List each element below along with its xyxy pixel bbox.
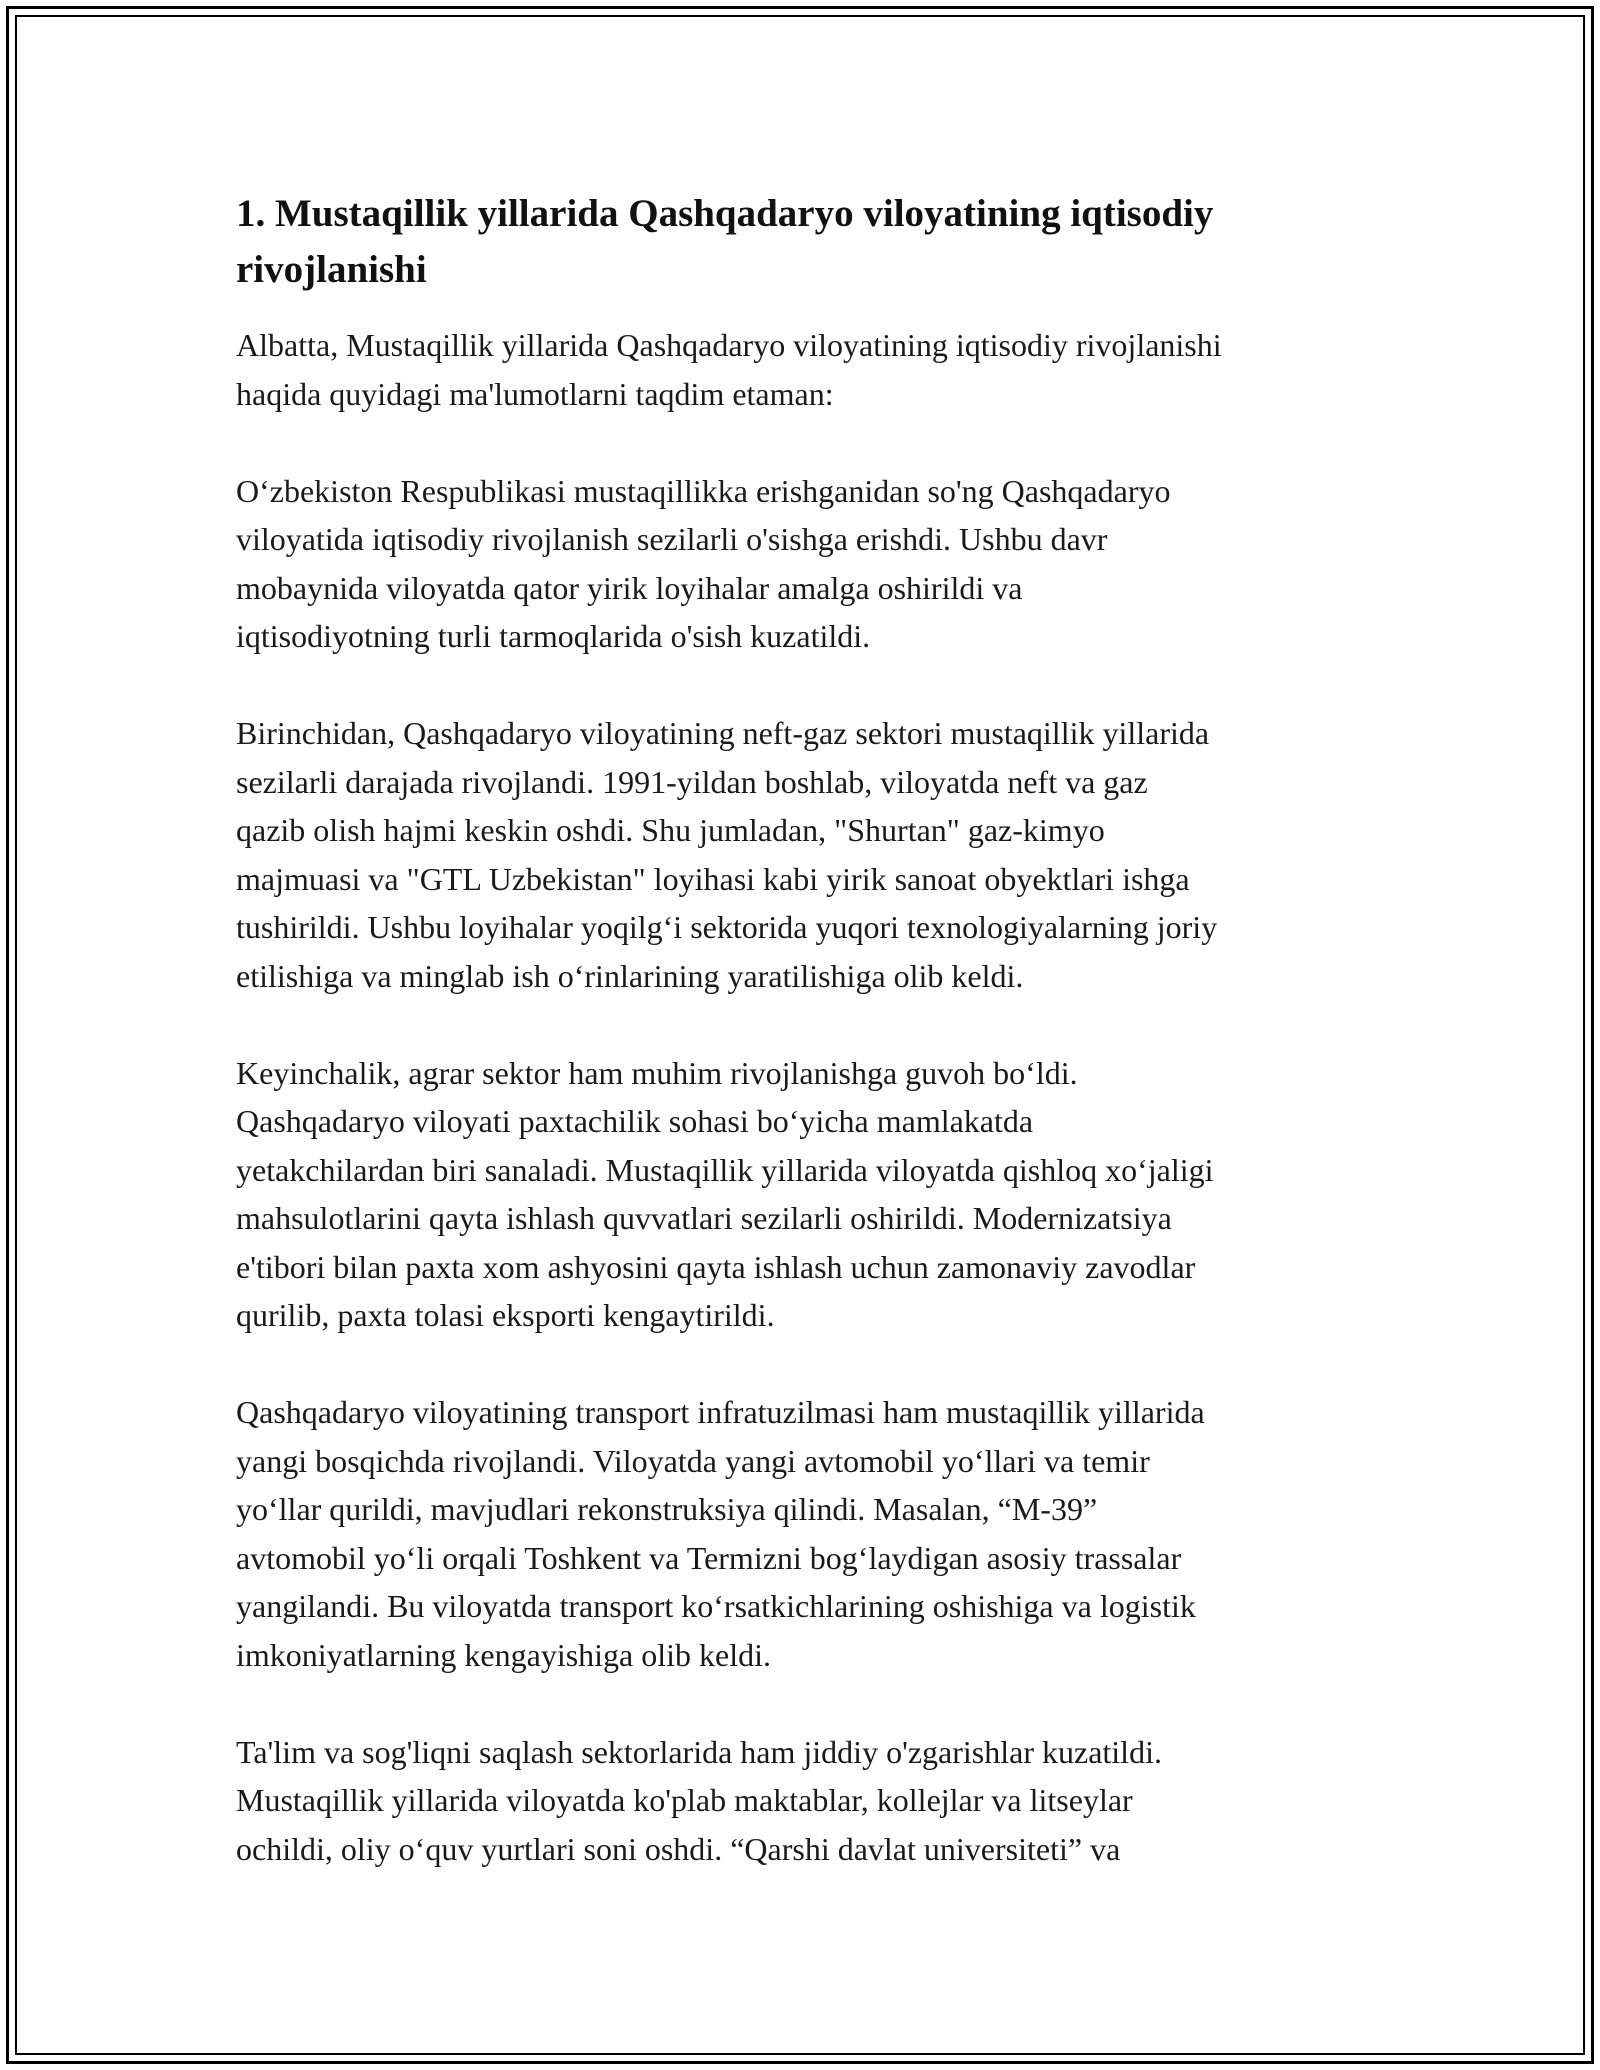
section-heading: 1. Mustaqillik yillarida Qashqadaryo viloyatining iqtisodiy rivojlanishi	[236, 192, 1214, 291]
paragraph-oil-gas-sector: Birinchidan, Qashqadaryo viloyatining neft-gaz sektori mustaqillik yillarida sezilarli darajada rivojlandi. 1991-yildan boshlab, viloyatda neft va gaz qazib olish hajmi keskin oshdi. Shu jumladan, "Shurtan" gaz-kimyo majmuasi va "GTL Uzbekistan" loyihasi kabi yirik sanoat obyektlari ishga tushirildi. Ushbu loyihalar yoqilg‘i sektorida yuqori texnologiyalarning joriy etilishiga va minglab ish o‘rinlarining yaratilishiga olib keldi.	[236, 715, 1218, 994]
paragraph-independence-growth: O‘zbekiston Respublikasi mustaqillikka erishganidan so'ng Qashqadaryo viloyatida iqtisodiy rivojlanish sezilarli o'sishga erishdi. Ushbu davr mobaynida viloyatda qator yirik loyihalar amalga oshirildi va iqtisodiyotning turli tarmoqlarida o'sish kuzatildi.	[236, 472, 1171, 654]
paragraph-education-health: Ta'lim va sog'liqni saqlash sektorlarida ham jiddiy o'zgarishlar kuzatildi. Mustaqillik yillarida viloyatda ko'plab maktablar, kollejlar va litseylar ochildi, oliy o‘quv yurtlari soni oshdi. “Qarshi davlat universiteti” va	[236, 1733, 1162, 1867]
paragraph-intro: Albatta, Mustaqillik yillarida Qashqadaryo viloyatining iqtisodiy rivojlanishi haqida quyidagi ma'lumotlarni taqdim etaman:	[236, 327, 1222, 412]
paragraph-transport-infrastructure: Qashqadaryo viloyatining transport infratuzilmasi ham mustaqillik yillarida yangi bosqichda rivojlandi. Viloyatda yangi avtomobil yo‘llari va temir yo‘llar qurildi, mavjudlari rekonstruksiya qilindi. Masalan, “M-39” avtomobil yo‘li orqali Toshkent va Termizni bog‘laydigan asosiy trassalar yangilandi. Bu viloyatda transport ko‘rsatkichlarining oshishiga va logistik imkoniyatlarning kengayishiga olib keldi.	[236, 1394, 1205, 1673]
paragraph-agrarian-sector: Keyinchalik, agrar sektor ham muhim rivojlanishga guvoh bo‘ldi. Qashqadaryo viloyati paxtachilik sohasi bo‘yicha mamlakatda yetakchilardan biri sanaladi. Mustaqillik yillarida viloyatda qishloq xo‘jaligi mahsulotlarini qayta ishlash quvvatlari sezilarli oshirildi. Modernizatsiya e'tibori bilan paxta xom ashyosini qayta ishlash uchun zamonaviy zavodlar qurilib, paxta tolasi eksporti kengaytirildi.	[236, 1054, 1214, 1333]
document-body	[236, 186, 1396, 1922]
